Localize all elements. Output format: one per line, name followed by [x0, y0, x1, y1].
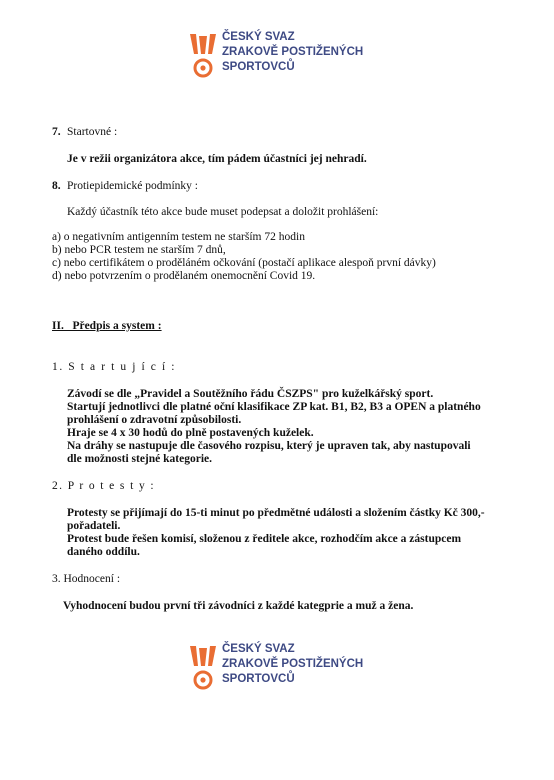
protesty-title: 2. P r o t e s t y : — [52, 480, 155, 492]
section-7-title: Startovné : — [67, 126, 118, 138]
section-8-intro: Každý účastník této akce bude muset podepsat a doložit prohlášení: — [67, 206, 379, 218]
cszps-emblem-icon — [188, 32, 218, 78]
startujici-line: Na dráhy se nastupuje dle časového rozpisu, který je upraven tak, aby nastupovali — [67, 440, 471, 452]
heading-predpis: II. Předpis a system : — [52, 320, 162, 332]
protesty-line: Protesty se přijímají do 15-ti minut po předmětné události a složením částky Kč 300,- — [67, 507, 485, 519]
list-item: b) nebo PCR testem ne starším 7 dnů, — [52, 244, 226, 256]
section-7-number: 7. — [52, 126, 61, 138]
protesty-line: daného oddílu. — [67, 546, 140, 558]
logo-line-1: ČESKÝ SVAZ — [222, 643, 295, 655]
list-item: c) nebo certifikátem o proděláném očkování (postačí aplikace alespoň první dávky) — [52, 257, 436, 269]
logo-line-1: ČESKÝ SVAZ — [222, 31, 295, 43]
startujici-line: prohlášení o zdravotní způsobilosti. — [67, 414, 242, 426]
section-8-title: Protiepidemické podmínky : — [67, 180, 198, 192]
hodnoceni-title: 3. Hodnocení : — [52, 573, 121, 585]
list-item: d) nebo potvrzením o prodělaném onemocnění Covid 19. — [52, 270, 316, 282]
section-8-number: 8. — [52, 180, 61, 192]
startujici-title: 1. S t a r t u j í c í : — [52, 361, 177, 373]
logo-line-3: SPORTOVCŮ — [222, 61, 295, 73]
logo-line-3: SPORTOVCŮ — [222, 673, 295, 685]
protesty-line: pořadateli. — [67, 520, 121, 532]
cszps-emblem-icon — [188, 644, 218, 690]
logo-line-2: ZRAKOVĚ POSTIŽENÝCH — [222, 46, 364, 58]
hodnoceni-body: Vyhodnocení budou první tři závodníci z každé kategprie a muž a žena. — [63, 600, 414, 612]
logo-line-2: ZRAKOVĚ POSTIŽENÝCH — [222, 658, 364, 670]
startujici-line: dle možnosti stejné kategorie. — [67, 453, 212, 465]
section-7-body: Je v režii organizátora akce, tím pádem účastníci jej nehradí. — [67, 153, 367, 165]
logo-wordmark — [222, 642, 363, 687]
startujici-line: Hraje se 4 x 30 hodů do plně postavených kuželek. — [67, 427, 314, 439]
list-item: a) o negativním antigenním testem ne starším 72 hodin — [52, 231, 305, 243]
startujici-line: Závodí se dle „Pravidel a Soutěžního řádu ČSZPS" pro kuželkářský sport. — [67, 388, 434, 400]
startujici-line: Startují jednotlivci dle platné oční klasifikace ZP kat. B1, B2, B3 a OPEN a platného — [67, 401, 481, 413]
cszps-logo-top — [188, 30, 368, 78]
protesty-line: Protest bude řešen komisí, složenou z ředitele akce, rozhodčím akce a zástupcem — [67, 533, 462, 545]
cszps-logo-bottom — [188, 642, 368, 690]
logo-wordmark — [222, 30, 363, 75]
